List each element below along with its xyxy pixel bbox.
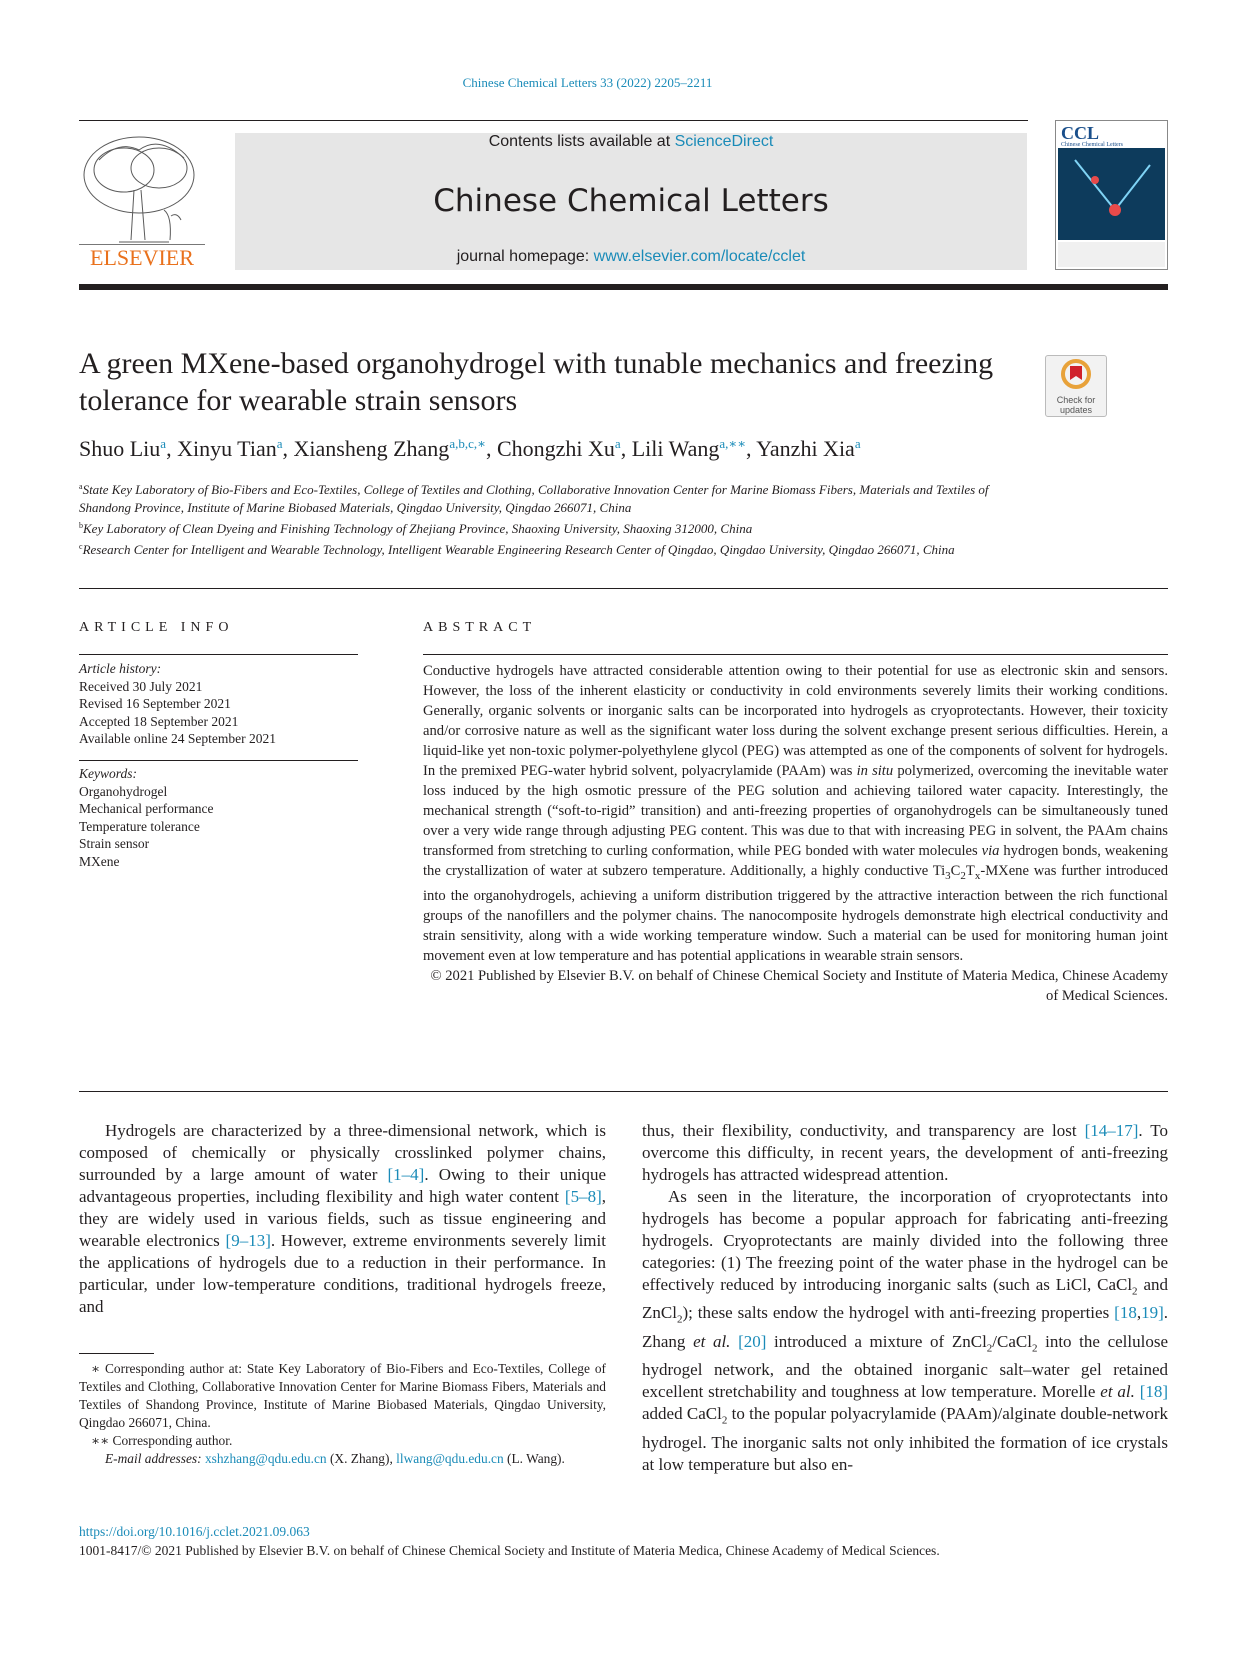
- affiliation: [79, 538, 1029, 559]
- citation-link[interactable]: 19]: [1141, 1303, 1164, 1323]
- author[interactable]: Shuo Liu: [79, 436, 161, 461]
- abstract-text: T: [965, 863, 975, 879]
- body-text: added CaCl: [642, 1404, 722, 1424]
- footnote-marker: ∗: [91, 1361, 101, 1376]
- abstract-text: polymerized, overcoming the inevitable water loss induced by the high osmotic pressure of the PEG solution and achieving tailored water capacity. Interestingly, the mechanical strength (“soft-to-rigid” transition) and anti-freezing properties of organohydrogels can be simultaneously tuned over a very wide range through adjusting PEG content. This was due to that with increasing PEG in solvent, the PAAm chains transformed from stretching to curling conformation, while PEG bonded with water molecules: [423, 763, 1168, 859]
- journal-citation[interactable]: Chinese Chemical Letters 33 (2022) 2205–2211: [462, 75, 713, 90]
- body-text: to the popular polyacrylamide (PAAm)/alginate double-network hydrogel. The inorganic salts not only inhibited the formation of ice crystals at low temperature but also en-: [642, 1404, 1168, 1474]
- citation-link[interactable]: [5–8]: [564, 1187, 602, 1206]
- body-paragraph: [642, 1186, 1168, 1476]
- abstract-body: [423, 661, 1168, 1006]
- keywords-label: Keywords:: [79, 766, 137, 781]
- body-text: Hydrogels are characterized by a three-dimensional network, which is composed of chemically or physically crosslinked polymer chains, surrounded by a large amount of water: [79, 1121, 606, 1184]
- body-text: As seen in the literature, the incorporation of cryoprotectants into hydrogels has become a popular approach for fabricating anti-freezing hydrogels. Cryoprotectants are mainly divided into the following three categories: (1) The freezing point of the water phase in the hydrogel can be effectively reduced by introducing inorganic salts (such as LiCl, CaCl: [642, 1187, 1168, 1294]
- email-link[interactable]: xshzhang@qdu.edu.cn: [204, 1451, 327, 1466]
- keyword: Temperature tolerance: [79, 818, 200, 834]
- history-item: Revised 16 September 2021: [79, 696, 231, 711]
- body-italic: et al.: [1100, 1382, 1135, 1402]
- abstract-text: C: [950, 863, 961, 879]
- body-text: . However, extreme environments severely limit the applications of hydrogels due to a reduction in their performance. In particular, under low-temperature conditions, traditional hydrogels freeze, and: [79, 1231, 606, 1316]
- author-list: Shuo Liu$^a$, Xinyu Tian$^a$, Xiansheng Zhang$^{a,b,c,∗}$, Chongzhi Xu$^a$, Lili Wang$^{a,∗∗}$, Yanzhi Xia$^a$: [79, 436, 861, 461]
- body-text: /CaCl: [992, 1331, 1032, 1351]
- citation-link[interactable]: [1–4]: [387, 1165, 425, 1184]
- issn-line: 1001-8417/© 2021 Published by Elsevier B.V. on behalf of Chinese Chemical Society and Institute of Materia Medica, Chinese Academy of Medical Sciences.: [79, 1543, 940, 1558]
- footnote: [79, 1360, 606, 1432]
- keyword: MXene: [79, 853, 120, 869]
- contents-prefix: Contents lists available at: [488, 133, 675, 150]
- journal-cover[interactable]: [1055, 120, 1168, 270]
- author[interactable]: Chongzhi Xu: [496, 436, 615, 461]
- citation-link[interactable]: [14–17]: [1084, 1121, 1139, 1140]
- abstract-paragraph: [423, 661, 1168, 966]
- body-text: , they are widely used in various fields, such as tissue engineering and wearable electronics: [79, 1187, 606, 1250]
- body-text: and ZnCl: [642, 1275, 1168, 1323]
- body-text: . Zhang: [642, 1303, 1168, 1351]
- citation-link[interactable]: [18: [1114, 1303, 1137, 1323]
- author-affil-sup[interactable]: a: [854, 436, 861, 451]
- affiliation: [79, 478, 1029, 517]
- abstract-italic: in situ: [856, 763, 894, 779]
- keyword: Mechanical performance: [79, 801, 214, 816]
- abstract-text: -MXene was further introduced into the organohydrogels, achieving a uniform distribution triggered by the attractive interaction between the rich functional groups of the nanofillers and the polymer chains. The nanocomposite hydrogels demonstrate high electrical conductivity and strain sensitivity, along with a wide working temperature window. Such a material can be used for monitoring human joint movement even at low temperature and has potential applications in wearable strain sensors.: [423, 863, 1168, 964]
- homepage-link[interactable]: www.elsevier.com/locate/cclet: [593, 248, 806, 265]
- affiliation-marker: a: [79, 482, 83, 491]
- footnote: [79, 1432, 606, 1450]
- keywords: [79, 765, 358, 870]
- body-italic: et al.: [693, 1331, 731, 1351]
- author-affil-sup[interactable]: a: [614, 436, 621, 451]
- author[interactable]: Xinyu Tian: [177, 436, 277, 461]
- subscript: 2: [721, 1414, 728, 1427]
- body-text: into the cellulose hydrogel network, and the obtained inorganic salt–water gel retained excellent stretchability and toughness at low temperature. Morelle: [642, 1331, 1168, 1402]
- body-text: introduced a mixture of ZnCl: [766, 1331, 987, 1351]
- author[interactable]: Yanzhi Xia: [756, 436, 855, 461]
- info-rule: [79, 654, 358, 655]
- homepage-line: [235, 248, 1027, 266]
- footnote-marker: ∗∗: [91, 1433, 110, 1448]
- affiliation-text: State Key Laboratory of Bio-Fibers and Eco-Textiles, College of Textiles and Clothing, Collaborative Innovation Center for Marine Biomass Fibers, Materials and Textiles of Shandong Province, Institute of Marine Biobased Materials, Qingdao University, Qingdao 266071, China: [79, 482, 989, 515]
- footnote-text: Corresponding author.: [109, 1433, 233, 1448]
- footnote-text: (L. Wang).: [503, 1451, 565, 1466]
- history-item: Available online 24 September 2021: [79, 731, 276, 746]
- subscript: 2: [986, 1342, 993, 1355]
- author-affil-sup[interactable]: a,b,c,∗: [449, 436, 486, 451]
- body-text: . To overcome this difficulty, in recent years, the development of anti-freezing hydrogels has attracted widespread attention.: [642, 1121, 1169, 1184]
- citation-link[interactable]: [20]: [738, 1331, 767, 1351]
- footnote-rule: [79, 1353, 154, 1354]
- author[interactable]: Xiansheng Zhang: [293, 436, 450, 461]
- footnote-text: (X. Zhang),: [326, 1451, 397, 1466]
- elsevier-wordmark: ELSEVIER: [90, 245, 194, 270]
- header-thick-rule: [79, 284, 1168, 290]
- affiliations: [79, 478, 1029, 559]
- abstract-heading: ABSTRACT: [423, 620, 537, 635]
- abstract-rule: [423, 654, 1168, 655]
- keyword: Strain sensor: [79, 836, 150, 851]
- bookmark-icon: [1046, 356, 1106, 390]
- subscript: 3: [945, 869, 951, 882]
- body-paragraph: [79, 1120, 606, 1318]
- sciencedirect-link[interactable]: ScienceDirect: [674, 133, 774, 150]
- author-affil-sup[interactable]: a: [276, 436, 283, 451]
- subscript: x: [974, 869, 981, 882]
- history-item: Accepted 18 September 2021: [79, 713, 239, 729]
- email-label: E-mail addresses:: [105, 1451, 202, 1466]
- check-updates-label: Check for updates: [1056, 395, 1096, 415]
- body-column-left: [79, 1120, 606, 1318]
- article-info-heading: ARTICLE INFO: [79, 620, 234, 635]
- affiliation-marker: c: [79, 542, 83, 551]
- subscript: 2: [1132, 1285, 1138, 1298]
- abstract-italic: via: [981, 843, 1000, 859]
- author[interactable]: Lili Wang: [631, 436, 720, 461]
- author-affil-sup[interactable]: a,∗∗: [719, 436, 747, 451]
- article-title: A green MXene-based organohydrogel with tunable mechanics and freezing tolerance for wearable strain sensors: [79, 347, 994, 417]
- body-paragraph: [642, 1120, 1168, 1186]
- elsevier-logo[interactable]: [79, 130, 205, 270]
- header-rule: [79, 120, 1028, 121]
- affiliation-rule: [79, 588, 1168, 589]
- copyright-notice: © 2021 Published by Elsevier B.V. on behalf of Chinese Chemical Society and Institute of Materia Medica, Chinese Academy of Medical Sciences.: [430, 967, 1168, 1004]
- footnote: [79, 1450, 606, 1468]
- affiliation-text: Key Laboratory of Clean Dyeing and Finishing Technology of Zhejiang Province, Shaoxing University, Shaoxing 312000, China: [83, 521, 753, 536]
- keyword: Organohydrogel: [79, 783, 168, 799]
- citation-link[interactable]: [18]: [1139, 1382, 1169, 1402]
- author-affil-sup[interactable]: a: [160, 436, 167, 451]
- history-item: Received 30 July 2021: [79, 678, 203, 694]
- article-history: [79, 660, 358, 748]
- affiliation: [79, 517, 1029, 538]
- journal-banner: [235, 133, 1027, 270]
- history-label: Article history:: [79, 661, 162, 676]
- affiliation-marker: b: [79, 521, 83, 530]
- abstract-text: Conductive hydrogels have attracted considerable attention owing to their potential for use as electronic skin and sensors. However, the loss of the inherent elasticity or conductivity in cold environments severely limits their working conditions. Generally, organic solvents or inorganic salts can be incorporated into hydrogels as cryoprotectants. However, their toxicity and/or corrosive nature as well as the significant water loss during the solvent exchange present serious difficulties. Herein, a liquid-like yet non-toxic polymer-polyethylene glycol (PEG) was attempted as one of the components of solvent for hydrogels. In the premixed PEG-water hybrid solvent, polyacrylamide (PAAm) was: [423, 663, 1168, 779]
- footnote-text: Corresponding author at: State Key Laboratory of Bio-Fibers and Eco-Textiles, College of Textiles and Clothing, Collaborative Innovation Center for Marine Biomass Fibers, Materials and Textiles of Shandong Province, Institute of Marine Biobased Materials, Qingdao University, Qingdao 266071, China.: [79, 1361, 606, 1430]
- cover-ccl: CCL: [1061, 123, 1100, 143]
- abstract-text: hydrogen bonds, weakening the crystallization of water at subzero temperature. Additionally, a highly conductive Ti: [423, 843, 1169, 879]
- journal-title: Chinese Chemical Letters: [433, 183, 829, 219]
- citation-link[interactable]: [9–13]: [225, 1231, 271, 1250]
- body-rule: [79, 1091, 1168, 1092]
- subscript: 2: [960, 869, 966, 882]
- email-link[interactable]: llwang@qdu.edu.cn: [396, 1451, 504, 1466]
- info-rule: [79, 760, 358, 761]
- body-column-right: [642, 1120, 1168, 1476]
- subscript: 2: [1031, 1342, 1038, 1355]
- doi-link[interactable]: https://doi.org/10.1016/j.cclet.2021.09.063: [79, 1524, 310, 1539]
- footnotes: [79, 1360, 606, 1468]
- body-text: ,: [1136, 1303, 1142, 1323]
- cover-subtitle: Chinese Chemical Letters: [1061, 142, 1123, 148]
- affiliation-text: Research Center for Intelligent and Wearable Technology, Intelligent Wearable Engineering Research Center of Qingdao, Qingdao University, Qingdao 266071, China: [82, 542, 955, 557]
- subscript: 2: [676, 1313, 683, 1326]
- body-text: ); these salts endow the hydrogel with anti-freezing properties: [682, 1303, 1115, 1323]
- check-for-updates-button[interactable]: [1045, 355, 1107, 417]
- contents-line: [235, 133, 1027, 151]
- body-text: . Owing to their unique advantageous properties, including flexibility and high water content: [79, 1165, 607, 1206]
- body-text: thus, their flexibility, conductivity, and transparency are lost: [642, 1121, 1085, 1140]
- homepage-prefix: journal homepage:: [456, 248, 594, 265]
